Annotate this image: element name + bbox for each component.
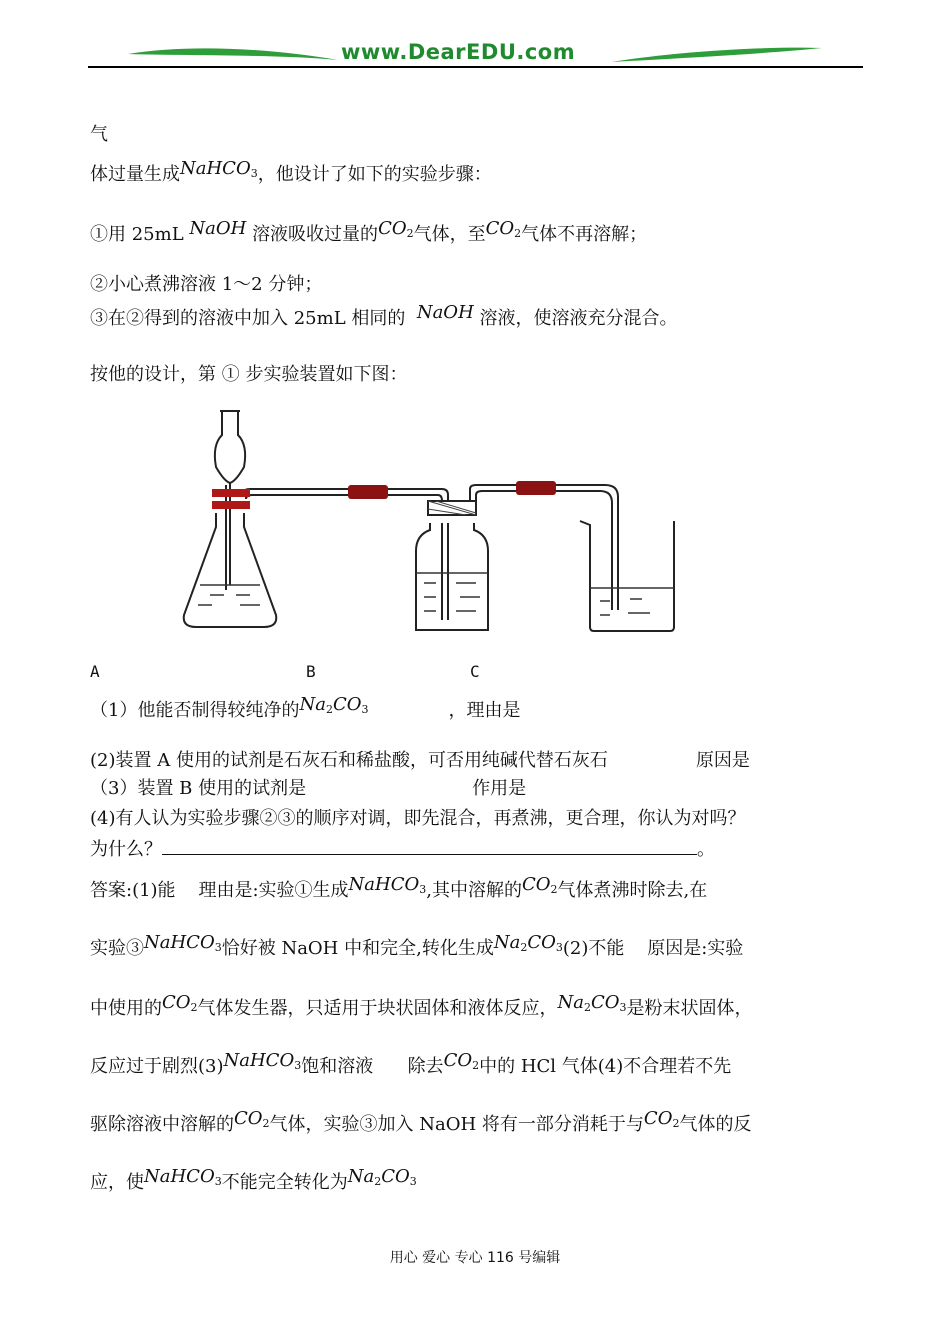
answer-line-5: 驱除溶液中溶解的$CO_2$气体，实验③加入 NaOH 将有一部分消耗于与$CO_2$气体的反: [90, 1108, 752, 1135]
answer-line-6: 应，使NaHCO$_3$不能完全转化为$Na_2CO_3$: [90, 1166, 417, 1193]
line-1: 气: [90, 124, 108, 145]
apparatus-intro: 按他的设计，第 ① 步实验装置如下图：: [90, 364, 408, 385]
answer-line-3: 中使用的$CO_2$气体发生器，只适用于块状固体和液体反应，$Na_2CO_3$是粉末状固体，: [90, 992, 753, 1019]
question-4-why: 为什么？ 。: [90, 839, 715, 860]
label-c: C: [470, 662, 480, 681]
header-rule: [88, 66, 863, 68]
right-leaf-ornament: [612, 44, 822, 68]
left-leaf-ornament: [128, 44, 338, 68]
question-4: (4)有人认为实验步骤②③的顺序对调，即先混合，再煮沸，更合理，你认为对吗？: [90, 808, 746, 829]
question-1: （1）他能否制得较纯净的$Na_2CO_3$ ，理由是: [90, 694, 521, 721]
question-2: (2)装置 A 使用的试剂是石灰石和稀盐酸，可否用纯碱代替石灰石 原因是: [90, 750, 750, 771]
step-2: ②小心煮沸溶液 1～2 分钟；: [90, 274, 323, 295]
wash-bottle-b: [416, 523, 488, 630]
tube-b-c: [470, 485, 618, 610]
answer-line-4: 反应过于剧烈(3)NaHCO$_3$饱和溶液 除去$CO_2$中的 HCl 气体(4)不合理若不先: [90, 1050, 732, 1077]
step-1: ①用 25mL NaOH 溶液吸收过量的$CO_2$气体，至$CO_2$气体不再溶解；: [90, 218, 648, 245]
rubber-joint-1: [348, 485, 388, 499]
label-a: A: [90, 662, 100, 681]
line-2: 体过量生成NaHCO$_3$，他设计了如下的实验步骤：: [90, 158, 492, 185]
stopper-a: [212, 489, 250, 497]
step-3: ③在②得到的溶液中加入 25mL 相同的 NaOH 溶液，使溶液充分混合。: [90, 302, 678, 329]
answer-blank[interactable]: [162, 840, 697, 855]
site-logo[interactable]: www.DearEDU.com: [341, 40, 576, 64]
question-3: （3）装置 B 使用的试剂是 作用是: [90, 778, 527, 799]
answer-line-2: 实验③NaHCO$_3$恰好被 NaOH 中和完全,转化生成$Na_2CO_3(2)$不能 原因是:实验: [90, 932, 744, 959]
tube-a-b: [242, 489, 448, 505]
label-b: B: [306, 662, 316, 681]
beaker-c: [580, 521, 674, 631]
apparatus-figure: [180, 405, 680, 640]
answer-line-1: 答案:(1)能 理由是:实验①生成NaHCO$_3$,其中溶解的$CO_2$气体煮沸时除去,在: [90, 874, 708, 901]
page-footer: 用心 爱心 专心 116 号编辑: [389, 1250, 561, 1266]
rubber-joint-2: [516, 481, 556, 495]
separatory-funnel: [215, 411, 245, 483]
